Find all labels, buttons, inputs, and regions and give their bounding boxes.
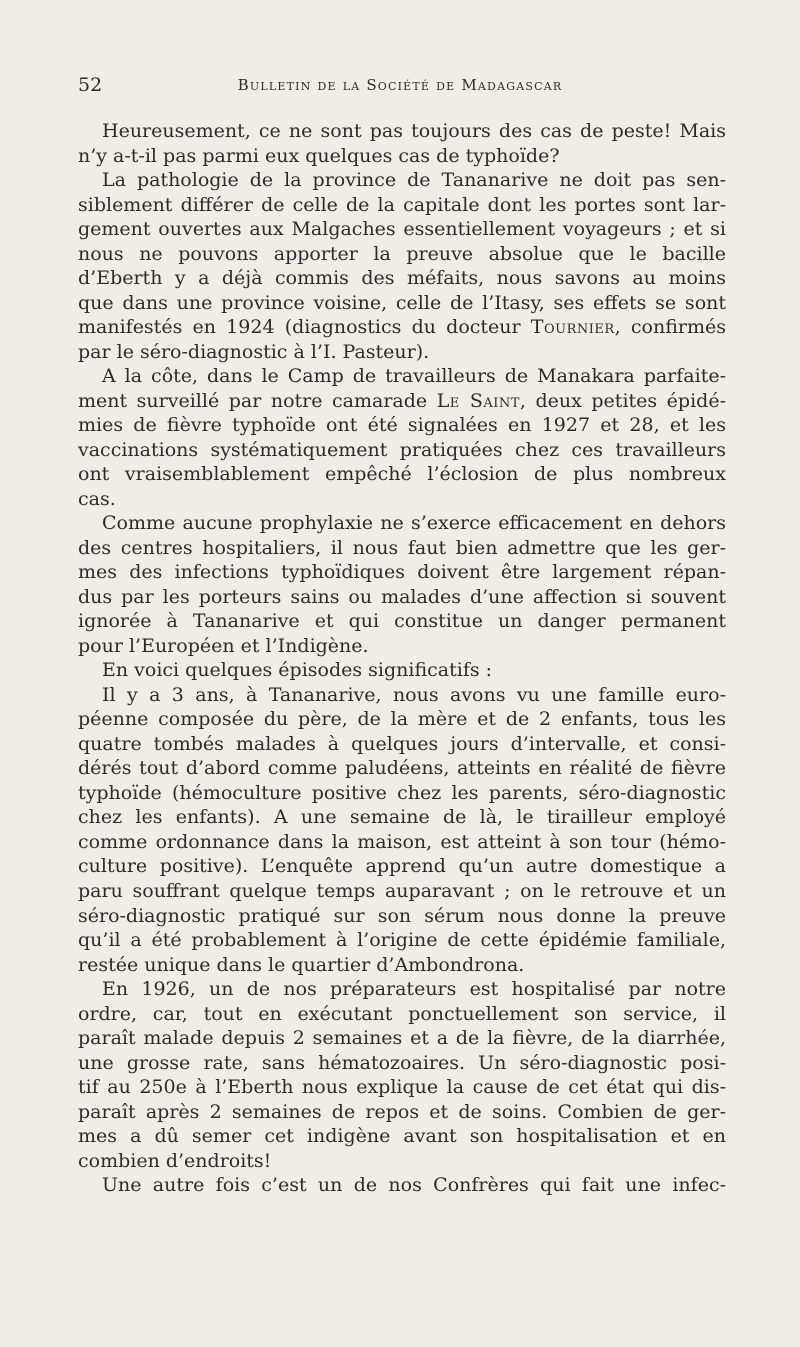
text-line: séro-diagnostic pratiqué sur son sérum nous donne la preuve — [78, 904, 726, 927]
text-line: En voici quelques épisodes significatifs : — [102, 659, 493, 682]
text-line: vaccinations systématiquement pratiquées chez ces travailleurs — [78, 438, 726, 461]
text-line: ignorée à Tananarive et qui constitue un danger permanent — [78, 610, 726, 633]
text-line: ment surveillé par notre camarade Le Saint, deux petites épidé- — [78, 389, 726, 412]
page-number: 52 — [78, 74, 103, 96]
text-line: que dans une province voisine, celle de l’Itasy, ses effets se sont — [78, 291, 726, 314]
text-line: chez les enfants). A une semaine de là, le tirailleur employé — [78, 806, 726, 829]
text-line: gement ouvertes aux Malgaches essentiellement voyageurs ; et si — [78, 218, 726, 241]
page-header — [78, 74, 722, 98]
text-line: combien d’endroits! — [78, 1149, 272, 1172]
text-line: paraît après 2 semaines de repos et de soins. Combien de ger- — [78, 1100, 726, 1123]
body-text — [78, 119, 726, 1198]
author-name: Le Saint — [436, 389, 520, 412]
text-line: Une autre fois c’est un de nos Confrères qui fait une infec- — [102, 1174, 726, 1197]
text-line: La pathologie de la province de Tananarive ne doit pas sen- — [102, 169, 726, 192]
text-line: manifestés en 1924 (diagnostics du docteur Tournier, confirmés — [78, 316, 726, 339]
text-line: culture positive). L’enquête apprend qu’un autre domestique a — [78, 855, 726, 878]
text-line: Il y a 3 ans, à Tananarive, nous avons vu une famille euro- — [102, 683, 726, 706]
text-line: tif au 250e à l’Eberth nous explique la cause de cet état qui dis- — [78, 1076, 726, 1099]
text-line: paru souffrant quelque temps auparavant ; on le retrouve et un — [78, 879, 726, 902]
text-line: pour l’Européen et l’Indigène. — [78, 634, 369, 657]
text-line: Comme aucune prophylaxie ne s’exerce efficacement en dehors — [102, 512, 726, 535]
text-line: des centres hospitaliers, il nous faut bien admettre que les ger- — [78, 536, 726, 559]
text-line: A la côte, dans le Camp de travailleurs de Manakara parfaite- — [102, 365, 726, 388]
text-line: siblement différer de celle de la capitale dont les portes sont lar- — [78, 193, 726, 216]
text-line: paraît malade depuis 2 semaines et a de la fièvre, de la diarrhée, — [78, 1027, 726, 1050]
text-line: quatre tombés malades à quelques jours d’intervalle, et consi- — [78, 732, 726, 755]
text-line: par le séro-diagnostic à l’I. Pasteur). — [78, 340, 430, 363]
text-line: comme ordonnance dans la maison, est atteint à son tour (hémo- — [78, 830, 726, 853]
text-line: Heureusement, ce ne sont pas toujours des cas de peste! Mais — [102, 120, 726, 142]
text-line: n’y a-t-il pas parmi eux quelques cas de typhoïde? — [78, 144, 560, 167]
text-line: dérés tout d’abord comme paludéens, atteints en réalité de fièvre — [78, 757, 726, 780]
text-line: mes a dû semer cet indigène avant son hospitalisation et en — [78, 1125, 726, 1148]
text-line: dus par les porteurs sains ou malades d’une affection si souvent — [78, 585, 726, 608]
text-line: qu’il a été probablement à l’origine de cette épidémie familiale, — [78, 929, 726, 952]
text-line: mes des infections typhoïdiques doivent être largement répan- — [78, 561, 726, 584]
text-line: une grosse rate, sans hématozoaires. Un séro-diagnostic posi- — [78, 1051, 726, 1074]
text-line: En 1926, un de nos préparateurs est hospitalisé par notre — [102, 978, 726, 1001]
text-line: restée unique dans le quartier d’Ambondrona. — [78, 953, 525, 976]
running-title: Bulletin de la Société de Madagascar — [237, 76, 563, 94]
text-line: cas. — [78, 487, 116, 510]
text-line: d’Eberth y a déjà commis des méfaits, nous savons au moins — [78, 267, 726, 290]
text-line: ont vraisemblablement empêché l’éclosion de plus nombreux — [78, 463, 726, 486]
text-line: typhoïde (hémoculture positive chez les parents, séro-diagnostic — [78, 781, 726, 804]
text-line: péenne composée du père, de la mère et de 2 enfants, tous les — [78, 708, 726, 731]
author-name: Tournier — [530, 316, 615, 339]
text-line: nous ne pouvons apporter la preuve absolue que le bacille — [78, 242, 726, 265]
text-line: ordre, car, tout en exécutant ponctuellement son service, il — [78, 1002, 726, 1025]
text-line: mies de fièvre typhoïde ont été signalées en 1927 et 28, et les — [78, 414, 726, 437]
